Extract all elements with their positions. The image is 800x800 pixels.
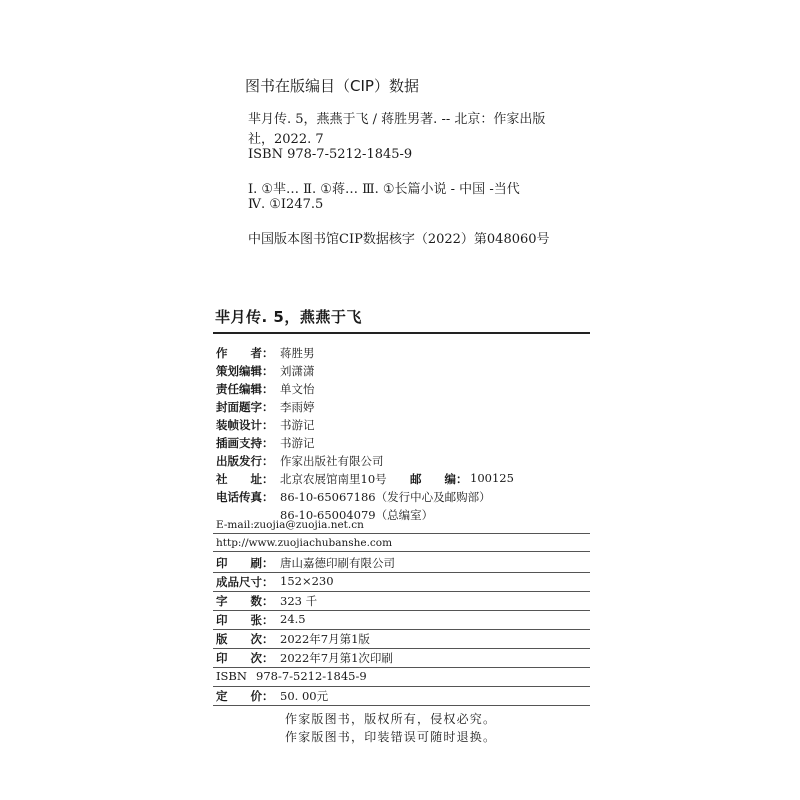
divider-email [213, 533, 590, 534]
spec-value: 2022年7月第1次印刷 [280, 651, 393, 665]
divider-website [213, 551, 590, 552]
cip-subject-line: Ⅰ. ①芈… Ⅱ. ①蒋… Ⅲ. ①长篇小说 - 中国 -当代 [248, 182, 520, 197]
credit-label: 责任编辑： [216, 382, 274, 396]
address-value: 北京农展馆南里10号 [280, 472, 387, 486]
spec-label: 印 张： [216, 613, 274, 627]
cip-isbn-line: ISBN 978-7-5212-1845-9 [248, 147, 413, 162]
credit-value: 李雨婷 [280, 400, 315, 414]
credit-label: 出版发行： [216, 454, 274, 468]
credit-value: 书游记 [280, 436, 315, 450]
credit-value: 蒋胜男 [280, 346, 315, 360]
phone-label: 电话传真： [216, 490, 274, 504]
website-text: http://www.zuojiachubanshe.com [216, 537, 393, 549]
spec-label: 字 数： [216, 594, 274, 608]
spec-value: 50. 00元 [280, 689, 329, 703]
email-text: E-mail:zuojia@zuojia.net.cn [216, 519, 364, 531]
spec-label: 成品尺寸： [216, 575, 274, 589]
credit-label: 作 者： [216, 346, 274, 360]
cip-heading: 图书在版编目（CIP）数据 [245, 77, 419, 95]
spec-value: 152×230 [280, 574, 334, 588]
spec-value: 唐山嘉德印刷有限公司 [280, 556, 395, 570]
divider-spec [213, 572, 590, 573]
cip-catalog-line: 芈月传. 5，燕燕于飞 / 蒋胜男著. -- 北京：作家出版 [248, 112, 546, 127]
divider-spec [213, 629, 590, 630]
credit-label: 封面题字： [216, 400, 274, 414]
spec-value: 24.5 [280, 612, 306, 626]
credit-label: 策划编辑： [216, 364, 274, 378]
postcode-value: 100125 [470, 471, 514, 485]
divider-spec [213, 648, 590, 649]
cip-verification-line: 中国版本图书馆CIP数据核字（2022）第048060号 [248, 232, 550, 247]
spec-value: 978-7-5212-1845-9 [256, 669, 367, 683]
cip-publisher-line: 社，2022. 7 [248, 132, 324, 147]
spec-label: 印 次： [216, 651, 274, 665]
spec-label: 定 价： [216, 689, 274, 703]
credit-label: 装帧设计： [216, 418, 274, 432]
credit-value: 刘潇潇 [280, 364, 315, 378]
phone-line-1: 86-10-65067186（发行中心及邮购部） [280, 490, 491, 504]
divider-spec [213, 686, 590, 687]
credit-label: 插画支持： [216, 436, 274, 450]
cip-classification-line: Ⅳ. ①I247.5 [248, 197, 324, 212]
spec-label: 印 刷： [216, 556, 274, 570]
credit-value: 单文怡 [280, 382, 315, 396]
divider-spec [213, 667, 590, 668]
title-rule [213, 332, 590, 334]
spec-value: 323 千 [280, 594, 318, 608]
spec-label: ISBN [216, 669, 247, 683]
divider-spec [213, 610, 590, 611]
spec-value: 2022年7月第1版 [280, 632, 370, 646]
phone-line-2: 86-10-65004079（总编室） [280, 508, 434, 522]
credit-value: 书游记 [280, 418, 315, 432]
credit-value: 作家出版社有限公司 [280, 454, 384, 468]
replacement-notice: 作家版图书，印装错误可随时退换。 [285, 730, 497, 744]
divider-bottom [213, 705, 590, 706]
book-title: 芈月传. 5，燕燕于飞 [215, 308, 362, 326]
spec-label: 版 次： [216, 632, 274, 646]
address-label: 社 址： [216, 472, 274, 486]
postcode-label: 邮 编： [410, 472, 468, 486]
divider-spec [213, 591, 590, 592]
copyright-notice: 作家版图书，版权所有，侵权必究。 [285, 712, 497, 726]
